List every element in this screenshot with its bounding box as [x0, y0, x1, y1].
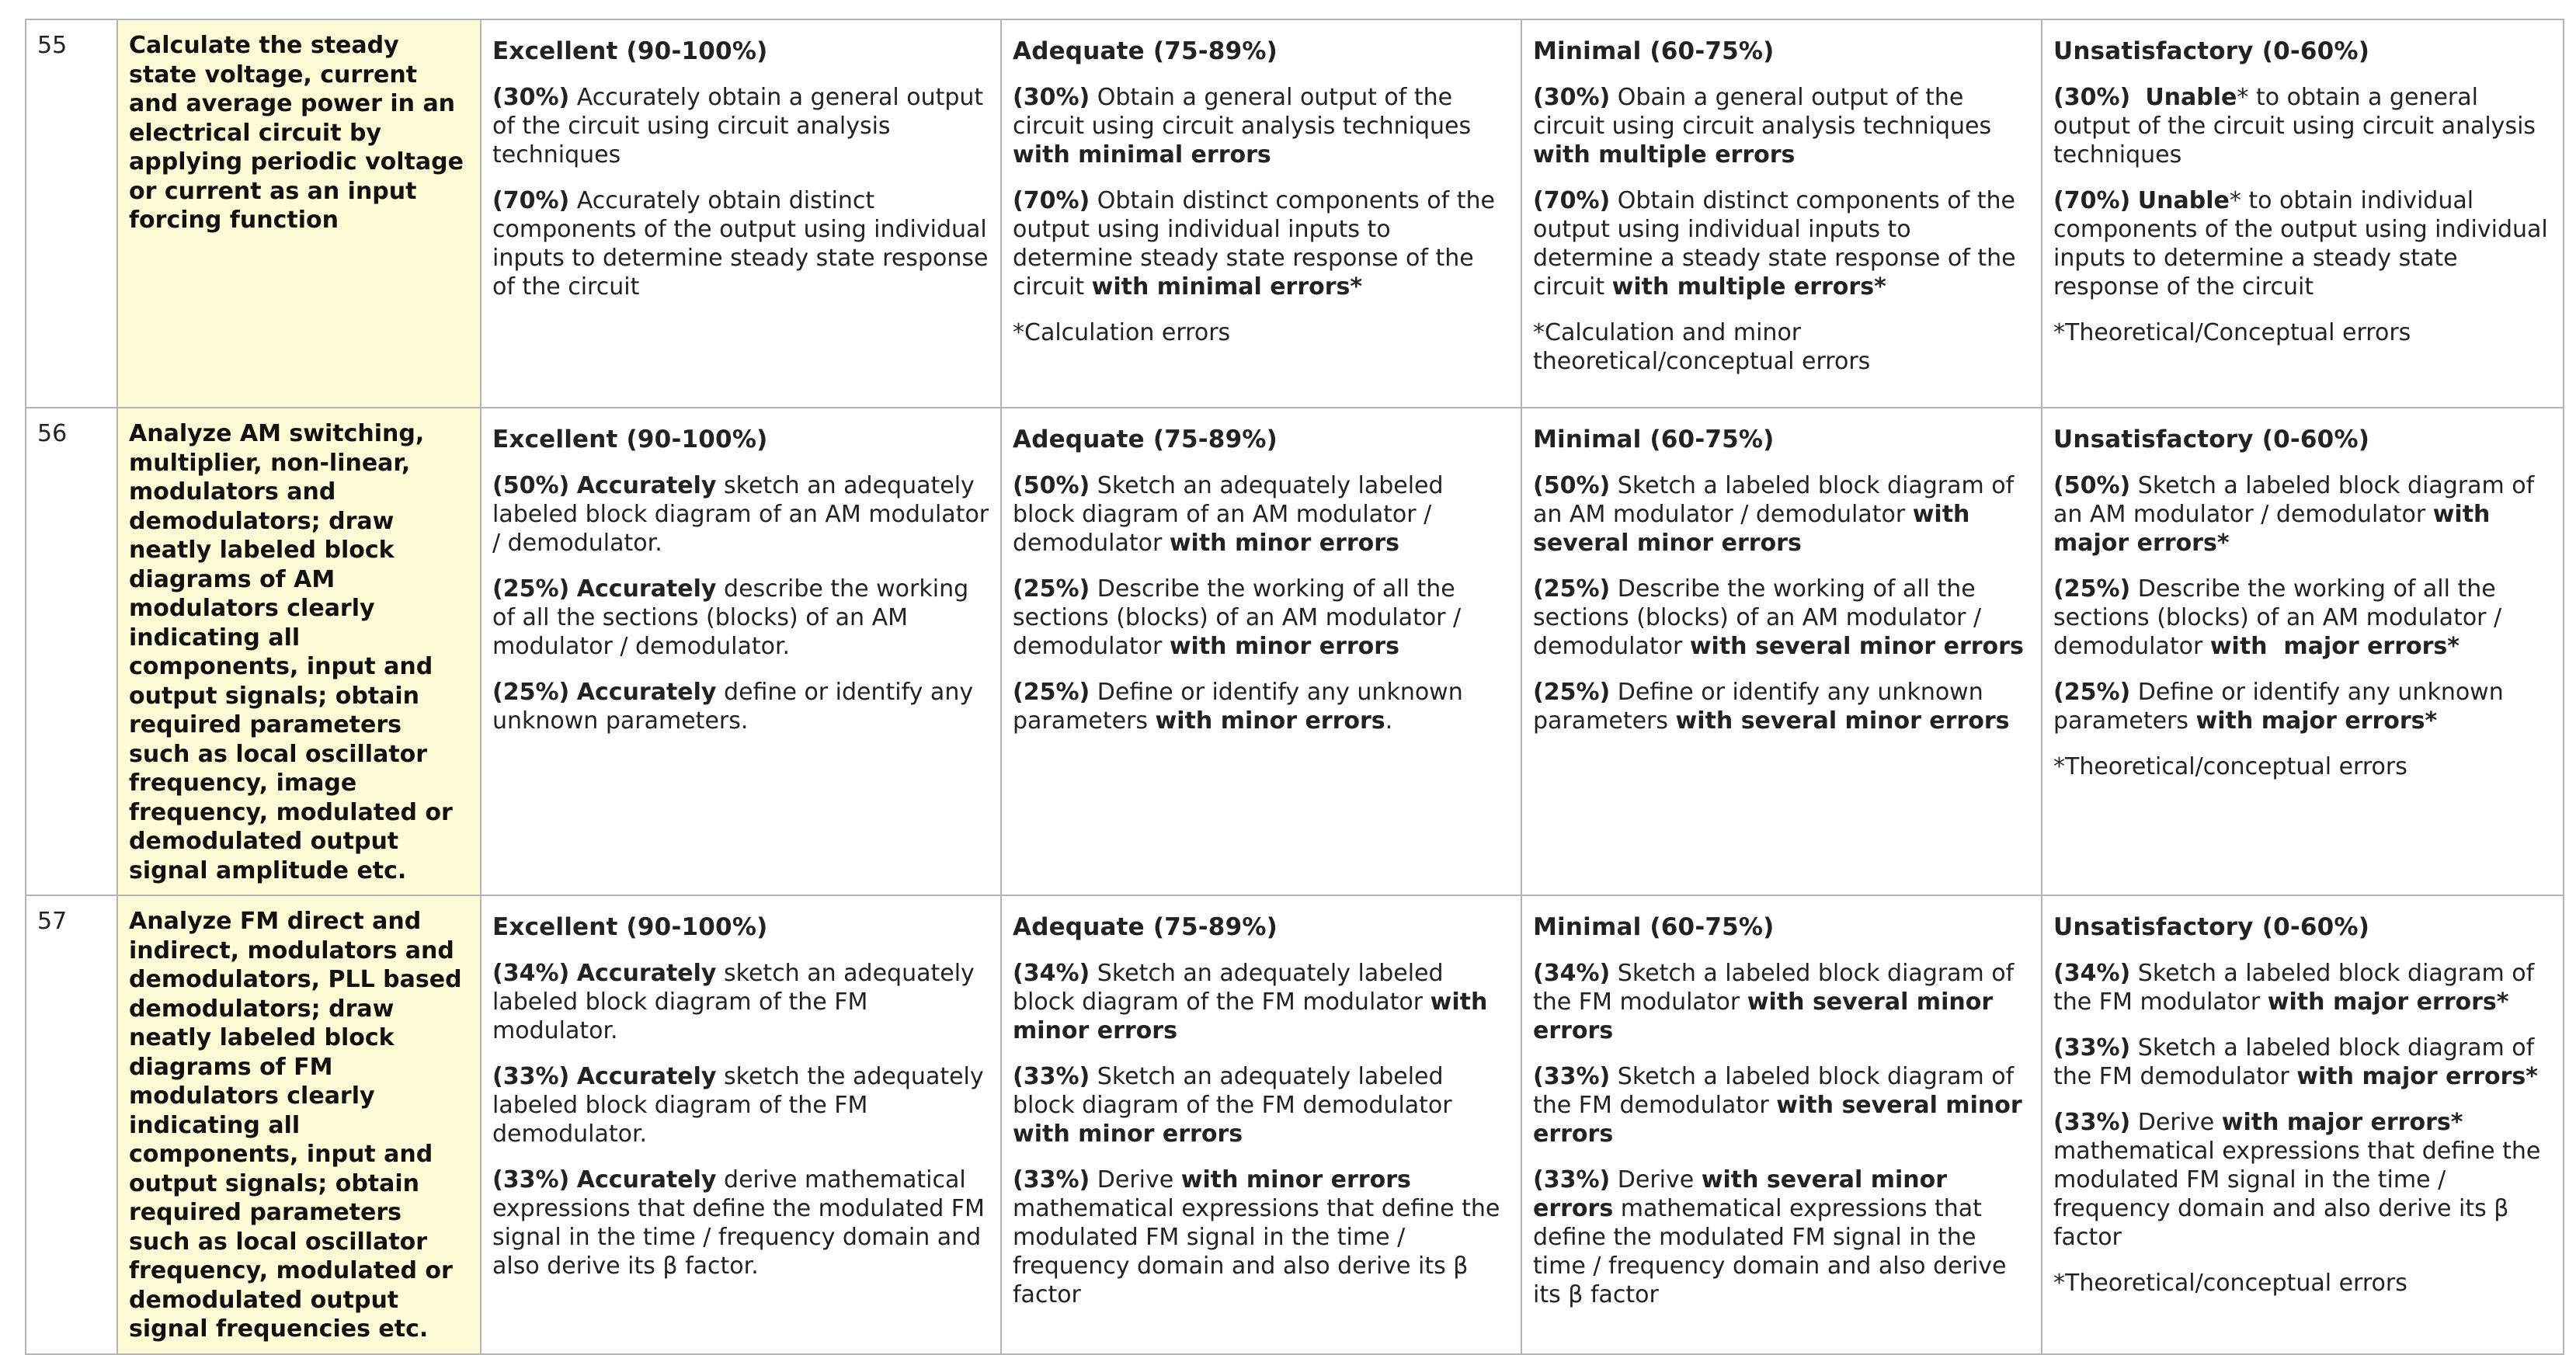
criterion-text: Describe the working of all the sections (blocks) of an AM modulator / demodulator — [1533, 575, 1989, 660]
criterion-emphasis: with minor errors — [1169, 530, 1399, 557]
criterion-weight: (33%) — [1013, 1063, 1090, 1090]
criterion-weight: (34%) — [1013, 960, 1090, 987]
level-title: Unsatisfactory (0-60%) — [2053, 426, 2370, 453]
criterion-weight: (25%) — [492, 679, 570, 706]
criterion — [1533, 83, 2030, 169]
level-title: Excellent (90-100%) — [492, 913, 768, 941]
level-cell-excellent — [481, 19, 1001, 408]
criterion-emphasis: with several minor errors — [1533, 1092, 2031, 1148]
level-cell-minimal — [1521, 895, 2042, 1354]
learning-outcome: Analyze AM switching, multiplier, non-linear, modulators and demodulators; draw neatly labeled block diagrams of AM modulators clearly indicating all components, input and output signals; obtain required parameters such as local oscillator frequency, image frequency, modulated or demodulated output signal amplitude etc. — [117, 408, 481, 895]
criterion-text: sketch an adequately labeled block diagram of the FM modulator. — [492, 960, 982, 1044]
criterion-emphasis: with minimal errors — [1013, 141, 1271, 169]
criterion-text: Define or identify any unknown parameters — [2053, 679, 2512, 735]
criterion-text — [2130, 84, 2145, 111]
criterion-text — [569, 1063, 577, 1090]
level-cell-adequate — [1001, 19, 1521, 408]
criterion — [1013, 186, 1510, 301]
criterion-weight: (33%) — [1533, 1166, 1611, 1193]
learning-outcome: Analyze FM direct and indirect, modulators and demodulators, PLL based demodulators; draw neatly labeled block diagrams of FM modulators clearly indicating all components, input and output signals; obtain required parameters such as local oscillator frequency, modulated or demodulated output signal frequencies etc. — [117, 895, 481, 1354]
criterion-weight: (33%) — [2053, 1109, 2131, 1136]
criterion-weight: (33%) — [2053, 1034, 2131, 1061]
criterion-text — [569, 1166, 577, 1193]
criterion-weight: (25%) — [2053, 575, 2131, 603]
criterion-emphasis: with major errors* — [2267, 988, 2509, 1016]
criterion-text: Derive — [1090, 1166, 1181, 1193]
criterion-text: Obtain a general output of the circuit using circuit analysis techniques — [1013, 84, 1479, 140]
criterion-text — [569, 575, 577, 603]
criterion-emphasis: with major errors* — [2053, 501, 2498, 557]
level-cell-excellent — [481, 895, 1001, 1354]
criterion — [1533, 959, 2030, 1045]
criterion-emphasis: with multiple errors — [1533, 141, 1796, 169]
rubric-row — [26, 408, 2564, 895]
criterion-emphasis: with minor errors — [1013, 988, 1496, 1044]
level-cell-minimal — [1521, 19, 2042, 408]
criterion — [1013, 678, 1510, 735]
criterion-text: . — [1385, 707, 1393, 735]
level-footnote: *Theoretical/conceptual errors — [2053, 753, 2407, 780]
level-footnote: *Theoretical/Conceptual errors — [2053, 319, 2411, 346]
criterion-emphasis: with major errors* — [2209, 633, 2460, 660]
criterion-text: Derive — [1610, 1166, 1702, 1193]
criterion — [492, 471, 996, 558]
criterion — [2053, 186, 2556, 301]
criterion-weight: (25%) — [492, 575, 570, 603]
criterion-emphasis: with multiple errors* — [1611, 273, 1886, 301]
criterion-emphasis: with major errors* — [2195, 707, 2438, 735]
criterion-text: Sketch a labeled block diagram of an AM modulator / demodulator — [2053, 472, 2542, 528]
criterion — [1013, 83, 1510, 169]
criterion-weight: (25%) — [1533, 575, 1611, 603]
criterion-emphasis: Unable — [2137, 187, 2230, 214]
criterion-weight: (33%) — [492, 1166, 570, 1193]
criterion-text: Sketch a labeled block diagram of the FM modulator — [2053, 960, 2542, 1016]
criterion-text: Sketch an adequately labeled block diagram of the FM modulator — [1013, 960, 1451, 1016]
criterion-weight: (50%) — [492, 472, 570, 499]
criterion-text: Describe the working of all the sections (blocks) of an AM modulator / demodulator — [2053, 575, 2509, 660]
rubric-row — [26, 19, 2564, 408]
criterion — [492, 678, 989, 735]
criterion — [1533, 678, 2030, 735]
criterion-emphasis: Accurately — [576, 1063, 717, 1090]
criterion — [2053, 575, 2552, 661]
criterion-text — [569, 960, 577, 987]
level-cell-unsatisfactory — [2042, 895, 2564, 1354]
criterion-text: Accurately obtain a general output of the circuit using circuit analysis techniques — [492, 84, 991, 169]
learning-outcome: Calculate the steady state voltage, current and average power in an electrical circuit by applying periodic voltage or current as an input forcing function — [117, 19, 481, 408]
criterion-emphasis: with several minor errors — [1533, 501, 1978, 557]
level-title: Adequate (75-89%) — [1013, 913, 1278, 941]
row-number: 57 — [26, 895, 117, 1354]
criterion-text — [569, 679, 577, 706]
criterion-weight: (25%) — [1013, 679, 1090, 706]
level-title: Excellent (90-100%) — [492, 37, 768, 65]
criterion-text: mathematical expressions that define the modulated FM signal in the time / frequency domain and also derive its β factor — [1533, 1195, 2014, 1308]
criterion-text: sketch the adequately labeled block diagram of the FM demodulator. — [492, 1063, 992, 1148]
level-title: Minimal (60-75%) — [1533, 913, 1775, 941]
criterion-emphasis: Accurately — [576, 1166, 717, 1193]
criterion-weight: (70%) — [1013, 187, 1090, 214]
criterion-text: sketch an adequately labeled block diagram of an AM modulator / demodulator. — [492, 472, 996, 557]
criterion — [1533, 186, 2030, 301]
criterion — [2053, 1034, 2552, 1091]
criterion — [492, 186, 996, 301]
level-title: Unsatisfactory (0-60%) — [2053, 37, 2370, 65]
criterion — [1533, 1062, 2030, 1148]
criterion — [492, 1062, 992, 1148]
level-title: Adequate (75-89%) — [1013, 426, 1278, 453]
criterion-weight: (30%) — [1533, 84, 1611, 111]
criterion-emphasis: Accurately — [576, 472, 717, 499]
criterion-emphasis: with major errors* — [2221, 1109, 2463, 1136]
rubric-table — [25, 19, 2564, 1355]
criterion — [2053, 1108, 2552, 1252]
criterion-text: define or identify any unknown parameters. — [492, 679, 981, 735]
criterion-weight: (50%) — [1533, 472, 1611, 499]
criterion-weight: (34%) — [2053, 960, 2131, 987]
criterion-weight: (30%) — [2053, 84, 2131, 111]
criterion — [492, 575, 989, 661]
criterion — [1533, 471, 2030, 558]
criterion — [1013, 959, 1510, 1045]
criterion-weight: (50%) — [1013, 472, 1090, 499]
criterion-text: describe the working of all the sections (blocks) of an AM modulator / demodulator. — [492, 575, 976, 660]
criterion — [2053, 471, 2552, 558]
criterion-weight: (25%) — [1533, 679, 1611, 706]
criterion — [1533, 575, 2030, 661]
criterion-emphasis: Accurately — [576, 575, 717, 603]
criterion — [2053, 678, 2552, 735]
level-title: Excellent (90-100%) — [492, 426, 768, 453]
criterion-emphasis: with minor errors — [1169, 633, 1399, 660]
criterion-text: * to obtain a general output of the circuit using circuit analysis techniques — [2053, 84, 2543, 169]
criterion-emphasis: with several minor errors — [1675, 707, 2010, 735]
criterion-text: mathematical expressions that define the modulated FM signal in the time / frequency domain and also derive its β factor — [1013, 1166, 1507, 1308]
criterion-weight: (33%) — [1533, 1063, 1611, 1090]
criterion-emphasis: with several minor errors — [1533, 1166, 1955, 1222]
criterion-weight: (25%) — [2053, 679, 2131, 706]
criterion-weight: (34%) — [1533, 960, 1611, 987]
level-title: Adequate (75-89%) — [1013, 37, 1278, 65]
rubric-body — [26, 19, 2564, 1354]
criterion-weight: (30%) — [492, 84, 570, 111]
criterion-weight: (25%) — [1013, 575, 1090, 603]
level-cell-adequate — [1001, 408, 1521, 895]
criterion-text: Define or identify any unknown parameters — [1013, 679, 1471, 735]
criterion — [1533, 1166, 2030, 1309]
criterion — [492, 83, 989, 169]
criterion-text: Describe the working of all the sections (blocks) of an AM modulator / demodulator — [1013, 575, 1469, 660]
level-footnote: *Theoretical/conceptual errors — [2053, 1270, 2407, 1297]
criterion-weight: (33%) — [492, 1063, 570, 1090]
criterion-emphasis: with several minor errors — [1689, 633, 2024, 660]
level-title: Minimal (60-75%) — [1533, 426, 1775, 453]
criterion-text: derive mathematical expressions that define the modulated FM signal in the time / frequency domain and also derive its β factor. — [492, 1166, 993, 1280]
criterion — [2053, 959, 2552, 1016]
criterion-emphasis: with several minor errors — [1533, 988, 2001, 1044]
criterion — [2053, 83, 2552, 169]
criterion-text — [569, 472, 577, 499]
level-cell-excellent — [481, 408, 1001, 895]
criterion-weight: (70%) — [492, 187, 570, 214]
criterion — [1013, 1062, 1510, 1148]
criterion-text: Sketch a labeled block diagram of the FM demodulator — [2053, 1034, 2542, 1090]
criterion-emphasis: with minimal errors* — [1091, 273, 1363, 301]
criterion-weight: (33%) — [1013, 1166, 1090, 1193]
criterion — [492, 1166, 993, 1280]
criterion-text: Obain a general output of the circuit using circuit analysis techniques — [1533, 84, 1999, 140]
criterion-emphasis: with minor errors — [1013, 1120, 1243, 1148]
criterion-weight: (70%) — [1533, 187, 1611, 214]
level-cell-unsatisfactory — [2042, 408, 2564, 895]
criterion — [1013, 471, 1510, 558]
criterion-text: Sketch an adequately labeled block diagram of the FM demodulator — [1013, 1063, 1460, 1119]
criterion-text: Sketch an adequately labeled block diagram of an AM modulator / demodulator — [1013, 472, 1451, 557]
level-footnote: *Calculation and minor theoretical/conceptual errors — [1533, 319, 1871, 375]
level-title: Minimal (60-75%) — [1533, 37, 1775, 65]
criterion-text: Define or identify any unknown parameters — [1533, 679, 1991, 735]
criterion-text — [2130, 187, 2138, 214]
criterion-weight: (50%) — [2053, 472, 2131, 499]
criterion-weight: (34%) — [492, 960, 570, 987]
criterion-text: mathematical expressions that define the modulated FM signal in the time / frequency domain and also derive its β factor — [2053, 1109, 2548, 1251]
criterion-weight: (70%) — [2053, 187, 2131, 214]
criterion — [1013, 575, 1510, 661]
rubric-row — [26, 895, 2564, 1354]
criterion-text: Sketch a labeled block diagram of the FM modulator — [1533, 960, 2022, 1016]
criterion — [1013, 1166, 1510, 1309]
criterion-emphasis: Unable — [2145, 84, 2237, 111]
level-title: Unsatisfactory (0-60%) — [2053, 913, 2370, 941]
level-cell-unsatisfactory — [2042, 19, 2564, 408]
criterion-emphasis: with minor errors — [1155, 707, 1385, 735]
criterion — [492, 959, 989, 1045]
criterion-text: Accurately obtain distinct components of the output using individual inputs to determine steady state response of the circuit — [492, 187, 996, 301]
criterion-emphasis: Accurately — [576, 960, 717, 987]
criterion-emphasis: with minor errors — [1180, 1166, 1411, 1193]
criterion-emphasis: with major errors* — [2296, 1063, 2538, 1090]
row-number: 55 — [26, 19, 117, 408]
criterion-weight: (30%) — [1013, 84, 1090, 111]
criterion-text: Sketch a labeled block diagram of an AM modulator / demodulator — [1533, 472, 2022, 528]
criterion-emphasis: Accurately — [576, 679, 717, 706]
criterion-text: Derive — [2130, 1109, 2222, 1136]
criterion-text: * to obtain individual components of the output using individual inputs to determine a steady state response of the circuit — [2053, 187, 2556, 301]
criterion-text: Sketch a labeled block diagram of the FM demodulator — [1533, 1063, 2022, 1119]
level-cell-minimal — [1521, 408, 2042, 895]
criterion-text: Obtain distinct components of the output using individual inputs to determine a steady state response of the circuit — [1533, 187, 2024, 301]
level-cell-adequate — [1001, 895, 1521, 1354]
level-footnote: *Calculation errors — [1013, 319, 1231, 346]
criterion-text: Obtain distinct components of the output using individual inputs to determine steady state response of the circuit — [1013, 187, 1503, 301]
row-number: 56 — [26, 408, 117, 895]
